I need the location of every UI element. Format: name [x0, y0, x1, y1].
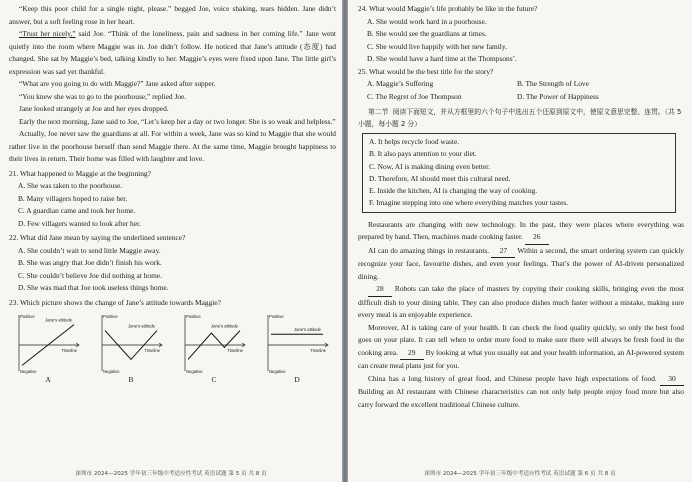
story-paragraph: “Keep this poor child for a single night, please.” begged Joe, voice shaking, tears hidden. Jane didn’t answer, but a soft feeling rose in her heart.	[9, 4, 336, 26]
choice-c: C. Now, AI is making dining even better.	[369, 161, 491, 171]
attitude-label: Jane’s attitude	[211, 323, 238, 329]
attitude-graph	[13, 311, 83, 375]
graph-letter: B	[128, 375, 134, 384]
attitude-label: Jane’s attitude	[294, 327, 321, 333]
option-c[interactable]: C. The Regret of Joe Thompson	[367, 91, 462, 101]
positive-label: Positive	[186, 314, 201, 319]
question-23	[9, 297, 336, 386]
positive-label: Positive	[269, 314, 284, 319]
passage-paragraph: Restaurants are changing with new technology. In the past, they were places where everything was prepared by hand. Then, machines made cooking faster. 26	[358, 219, 684, 245]
positive-label: Positive	[20, 314, 35, 319]
option-b[interactable]: B. She would see the guardians at times.	[367, 29, 487, 38]
passage-paragraph: China has a long history of great food, and Chinese people have high expectations of food. 30 Building an AI restaurant with Chinese characteristics can not only help people enjoy food more but also carry forward the excellent traditional Chinese culture.	[358, 373, 684, 409]
page-footer: 深圳市 2024—2025 学年初三年级中考适应性考试 英语试题 第 5 页 共 8 页	[75, 471, 267, 477]
negative-label: Negative	[20, 369, 37, 374]
story-paragraph: “What are you going to do with Maggie?” Jane asked after supper.	[19, 79, 216, 88]
blank-29[interactable]: 29	[400, 347, 424, 361]
option-a[interactable]: A. She was taken to the poorhouse.	[18, 181, 123, 190]
blank-28[interactable]: 28	[368, 283, 392, 297]
passage-paragraph: Moreover, AI is taking care of your health. It can check the food quality quickly, so only the best food goes on your plate. It can tell when to order more food to make sure there will always be fresh food in the cooking area. 29 By looking at what you usually eat and your health information, an AI-powered system can create meal plans just for you.	[358, 322, 684, 371]
attitude-graph	[262, 311, 332, 375]
question-stem: 21. What happened to Maggie at the beginning?	[9, 168, 151, 178]
option-d[interactable]: D. The Power of Happiness	[517, 91, 599, 101]
choice-b: B. It also pays attention to your diet.	[369, 149, 477, 159]
option-c[interactable]: C. She couldn’t believe Joe did nothing at home.	[18, 270, 162, 280]
graph-option[interactable]	[96, 311, 166, 385]
positive-label: Positive	[103, 314, 118, 319]
timeline-label: Timeline	[310, 348, 326, 353]
question-22	[9, 232, 336, 295]
passage-paragraph: 28 Robots can take the place of masters by copying their cooking skills, bringing even the most difficult dish to your dining table. They can also produce dishes much faster without a mistake, making sure every meal is an enjoyable experience.	[358, 284, 684, 320]
option-c[interactable]: C. She would live happily with her new family.	[367, 41, 507, 51]
section-title: 第二节	[368, 108, 389, 116]
blank-30[interactable]: 30	[660, 373, 684, 387]
question-stem: 24. What would Maggie’s life probably be like in the future?	[358, 4, 538, 13]
negative-label: Negative	[186, 369, 203, 374]
attitude-label: Jane’s attitude	[45, 317, 72, 323]
blank-27[interactable]: 27	[491, 245, 515, 259]
option-d[interactable]: D. She was mad that Joe took useless things home.	[18, 283, 169, 292]
option-b[interactable]: B. She was angry that Joe didn’t finish his work.	[18, 258, 162, 267]
negative-label: Negative	[103, 369, 120, 374]
graph-option[interactable]	[262, 311, 332, 385]
underlined-sentence: “Trust her nicely,”	[19, 29, 76, 38]
graph-letter: D	[294, 375, 300, 384]
story-paragraph: Jane looked strangely at Joe and her eyes dropped.	[19, 104, 169, 113]
choice-d: D. Therefore, AI should meet this cultural need.	[369, 173, 511, 183]
passage-paragraph: AI can do amazing things in restaurants. 27 Within a second, the smart ordering system can quickly recognize your face, favourite dishes, and even your feelings. That’s the power of AI-driven personalized dining.	[358, 245, 684, 281]
story-paragraph: “You knew she was to go to the poorhouse,” replied Joe.	[19, 91, 187, 101]
timeline-label: Timeline	[61, 348, 77, 353]
option-c[interactable]: C. A guardian came and took her home.	[18, 206, 136, 215]
graph-option[interactable]	[179, 311, 249, 385]
option-d[interactable]: D. Few villagers wanted to look after her.	[18, 218, 141, 228]
choices-box	[362, 133, 676, 213]
exam-page-right	[348, 0, 692, 482]
option-b[interactable]: B. The Strength of Love	[517, 79, 589, 88]
blank-26[interactable]: 26	[525, 231, 549, 245]
option-b[interactable]: B. Many villagers hoped to raise her.	[18, 193, 128, 203]
attitude-graph	[96, 311, 166, 375]
story-paragraph: Actually, Joe never saw the guardians at all. For within a week, Jane was so kind to Maggie that she would rather live in the poorhouse herself than send Maggie there. At the same time, Maggie brought happiness to their lives in return. Their home was filled with laughter and love.	[9, 129, 336, 163]
timeline-label: Timeline	[227, 348, 243, 353]
question-stem: 22. What did Jane mean by saying the underlined sentence?	[9, 233, 186, 242]
choice-e: E. Inside the kitchen, AI is changing the way of cooking.	[369, 186, 538, 196]
question-21	[9, 168, 336, 231]
option-a[interactable]: A. She couldn’t wait to send little Maggie away.	[18, 245, 161, 255]
option-d[interactable]: D. She would have a hard time at the Thompsons’.	[367, 54, 517, 63]
option-a[interactable]: A. She would work hard in a poorhouse.	[367, 16, 487, 26]
graph-option[interactable]	[13, 311, 83, 385]
exam-page-left	[0, 0, 342, 482]
question-25	[358, 66, 684, 104]
question-24	[358, 3, 684, 66]
question-stem: 23. Which picture shows the change of Jane’s attitude towards Maggie?	[9, 297, 221, 307]
graph-letter: A	[45, 375, 51, 384]
story-paragraph: Early the next morning, Jane said to Joe, “Let’s keep her a day or two longer. She is so weak and helpless.”	[19, 116, 336, 126]
timeline-label: Timeline	[144, 348, 160, 353]
question-stem: 25. What would be the best title for the story?	[358, 66, 494, 76]
attitude-graphs	[9, 311, 336, 385]
choice-f: F. Imagine stepping into one where everything matches your tastes.	[369, 198, 569, 208]
attitude-graph	[179, 311, 249, 375]
story-paragraph: “Trust her nicely,” said Joe. “Think of the loneliness, pain and sadness in her coming life.” Jane went quietly into the room where Maggie was in. Joe didn’t follow. He noticed that Jane’s attitude (态度) had changed. She sat by Maggie’s bed, talking kindly to her. Maggie’s eyes were fixed upon Jane. The little girl’s expression was sad yet thankful.	[9, 29, 336, 76]
graph-letter: C	[211, 375, 217, 384]
negative-label: Negative	[269, 369, 286, 374]
choice-a: A. It helps recycle food waste.	[369, 137, 460, 146]
page-footer: 深圳市 2024—2025 学年初三年级中考适应性考试 英语试题 第 6 页 共 8 页	[424, 471, 616, 477]
section-instructions: 第二节 阅读下面短文，并从方框里的六个句子中选出五个还原到原文中，使原文意思完整、连贯。（共 5 小题，每小题 2 分）	[358, 108, 682, 128]
option-a[interactable]: A. Maggie’s Suffering	[367, 79, 434, 88]
attitude-label: Jane’s attitude	[128, 323, 155, 329]
